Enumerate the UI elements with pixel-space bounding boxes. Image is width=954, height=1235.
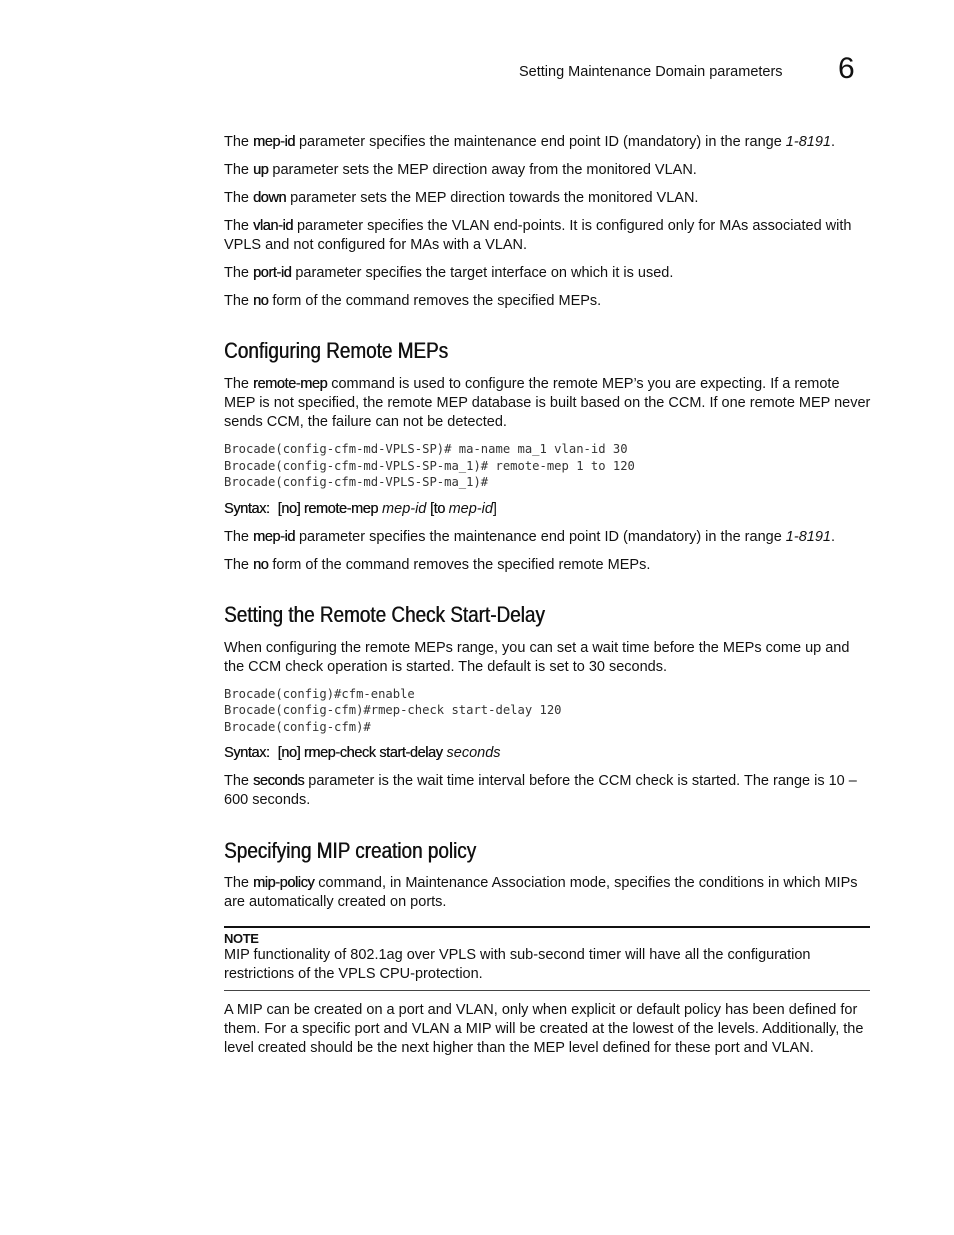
keyword: no [253, 293, 269, 309]
mip-policy-paragraph: The mip-policy command, in Maintenance Association mode, specifies the conditions in which MIPs are automatically created on ports. [224, 875, 858, 910]
page-body [224, 133, 872, 1058]
up-paragraph: The up parameter sets the MEP direction away from the monitored VLAN. [224, 162, 697, 178]
code-block: Brocade(config-cfm-md-VPLS-SP)# ma-name ma_1 vlan-id 30 Brocade(config-cfm-md-VPLS-SP-ma_1)# remote-mep 1 to 120 Brocade(config-cfm-md-VPLS-SP-ma_1)# [224, 442, 635, 489]
running-header-title: Setting Maintenance Domain parameters [519, 64, 783, 80]
keyword: mep-id [253, 528, 295, 545]
seconds-paragraph: The seconds parameter is the wait time interval before the CCM check is started. The range is 10 – 600 seconds. [224, 773, 857, 808]
port-id-paragraph: The port-id parameter specifies the target interface on which it is used. [224, 265, 674, 281]
section-heading-mip-policy: Specifying MIP creation policy [224, 838, 477, 863]
keyword: up [253, 162, 269, 178]
mep-id-paragraph: The mep-id parameter specifies the maintenance end point ID (mandatory) in the range 1-8191. [224, 134, 835, 150]
note-box [224, 926, 870, 991]
keyword: mip-policy [253, 875, 315, 891]
note-text: MIP functionality of 802.1ag over VPLS with sub-second timer will have all the configuration restrictions of the VPLS CPU-protection. [224, 947, 811, 982]
start-delay-paragraph: When configuring the remote MEPs range, you can set a wait time before the MEPs come up and the CCM check operation is started. The default is set to 30 seconds. [224, 639, 850, 675]
code-block: Brocade(config)#cfm-enable Brocade(config-cfm)#rmep-check start-delay 120 Brocade(config-cfm)# [224, 686, 562, 734]
keyword: remote-mep [253, 376, 328, 392]
no-form-paragraph: The no form of the command removes the specified MEPs. [224, 293, 602, 309]
section-heading-start-delay: Setting the Remote Check Start-Delay [224, 601, 545, 627]
keyword: no [253, 556, 269, 573]
no-form-paragraph-2: The no form of the command removes the specified remote MEPs. [224, 556, 651, 573]
keyword: port-id [253, 265, 292, 281]
syntax-line: Syntax: [no] remote-mep mep-id [to mep-id] [224, 500, 497, 517]
mep-id-paragraph-2: The mep-id parameter specifies the maintenance end point ID (mandatory) in the range 1-8191. [224, 528, 835, 545]
keyword: seconds [253, 773, 305, 789]
keyword: vlan-id [253, 218, 293, 234]
keyword: down [253, 190, 287, 206]
mip-final-paragraph: A MIP can be created on a port and VLAN, only when explicit or default policy has been defined for them. For a specific port and VLAN a MIP will be created at the lowest of the levels. Additionally, the level created should be the next higher than the MEP level defined for these port and VLAN. [224, 1002, 864, 1056]
chapter-number: 6 [838, 52, 855, 85]
syntax-line: Syntax: [no] rmep-check start-delay seconds [224, 745, 501, 761]
down-paragraph: The down parameter sets the MEP direction towards the monitored VLAN. [224, 190, 699, 206]
remote-mep-paragraph: The remote-mep command is used to configure the remote MEP’s you are expecting. If a remote MEP is not specified, the remote MEP database is built based on the CCM. If one remote MEP never sends CCM, the failure can not be detected. [224, 376, 871, 430]
section-heading-remote-meps: Configuring Remote MEPs [224, 338, 448, 363]
keyword: mep-id [253, 134, 295, 150]
vlan-id-paragraph: The vlan-id parameter specifies the VLAN end-points. It is configured only for MAs associated with VPLS and not configured for MAs with a VLAN. [224, 218, 852, 253]
note-label: NOTE [224, 931, 259, 946]
